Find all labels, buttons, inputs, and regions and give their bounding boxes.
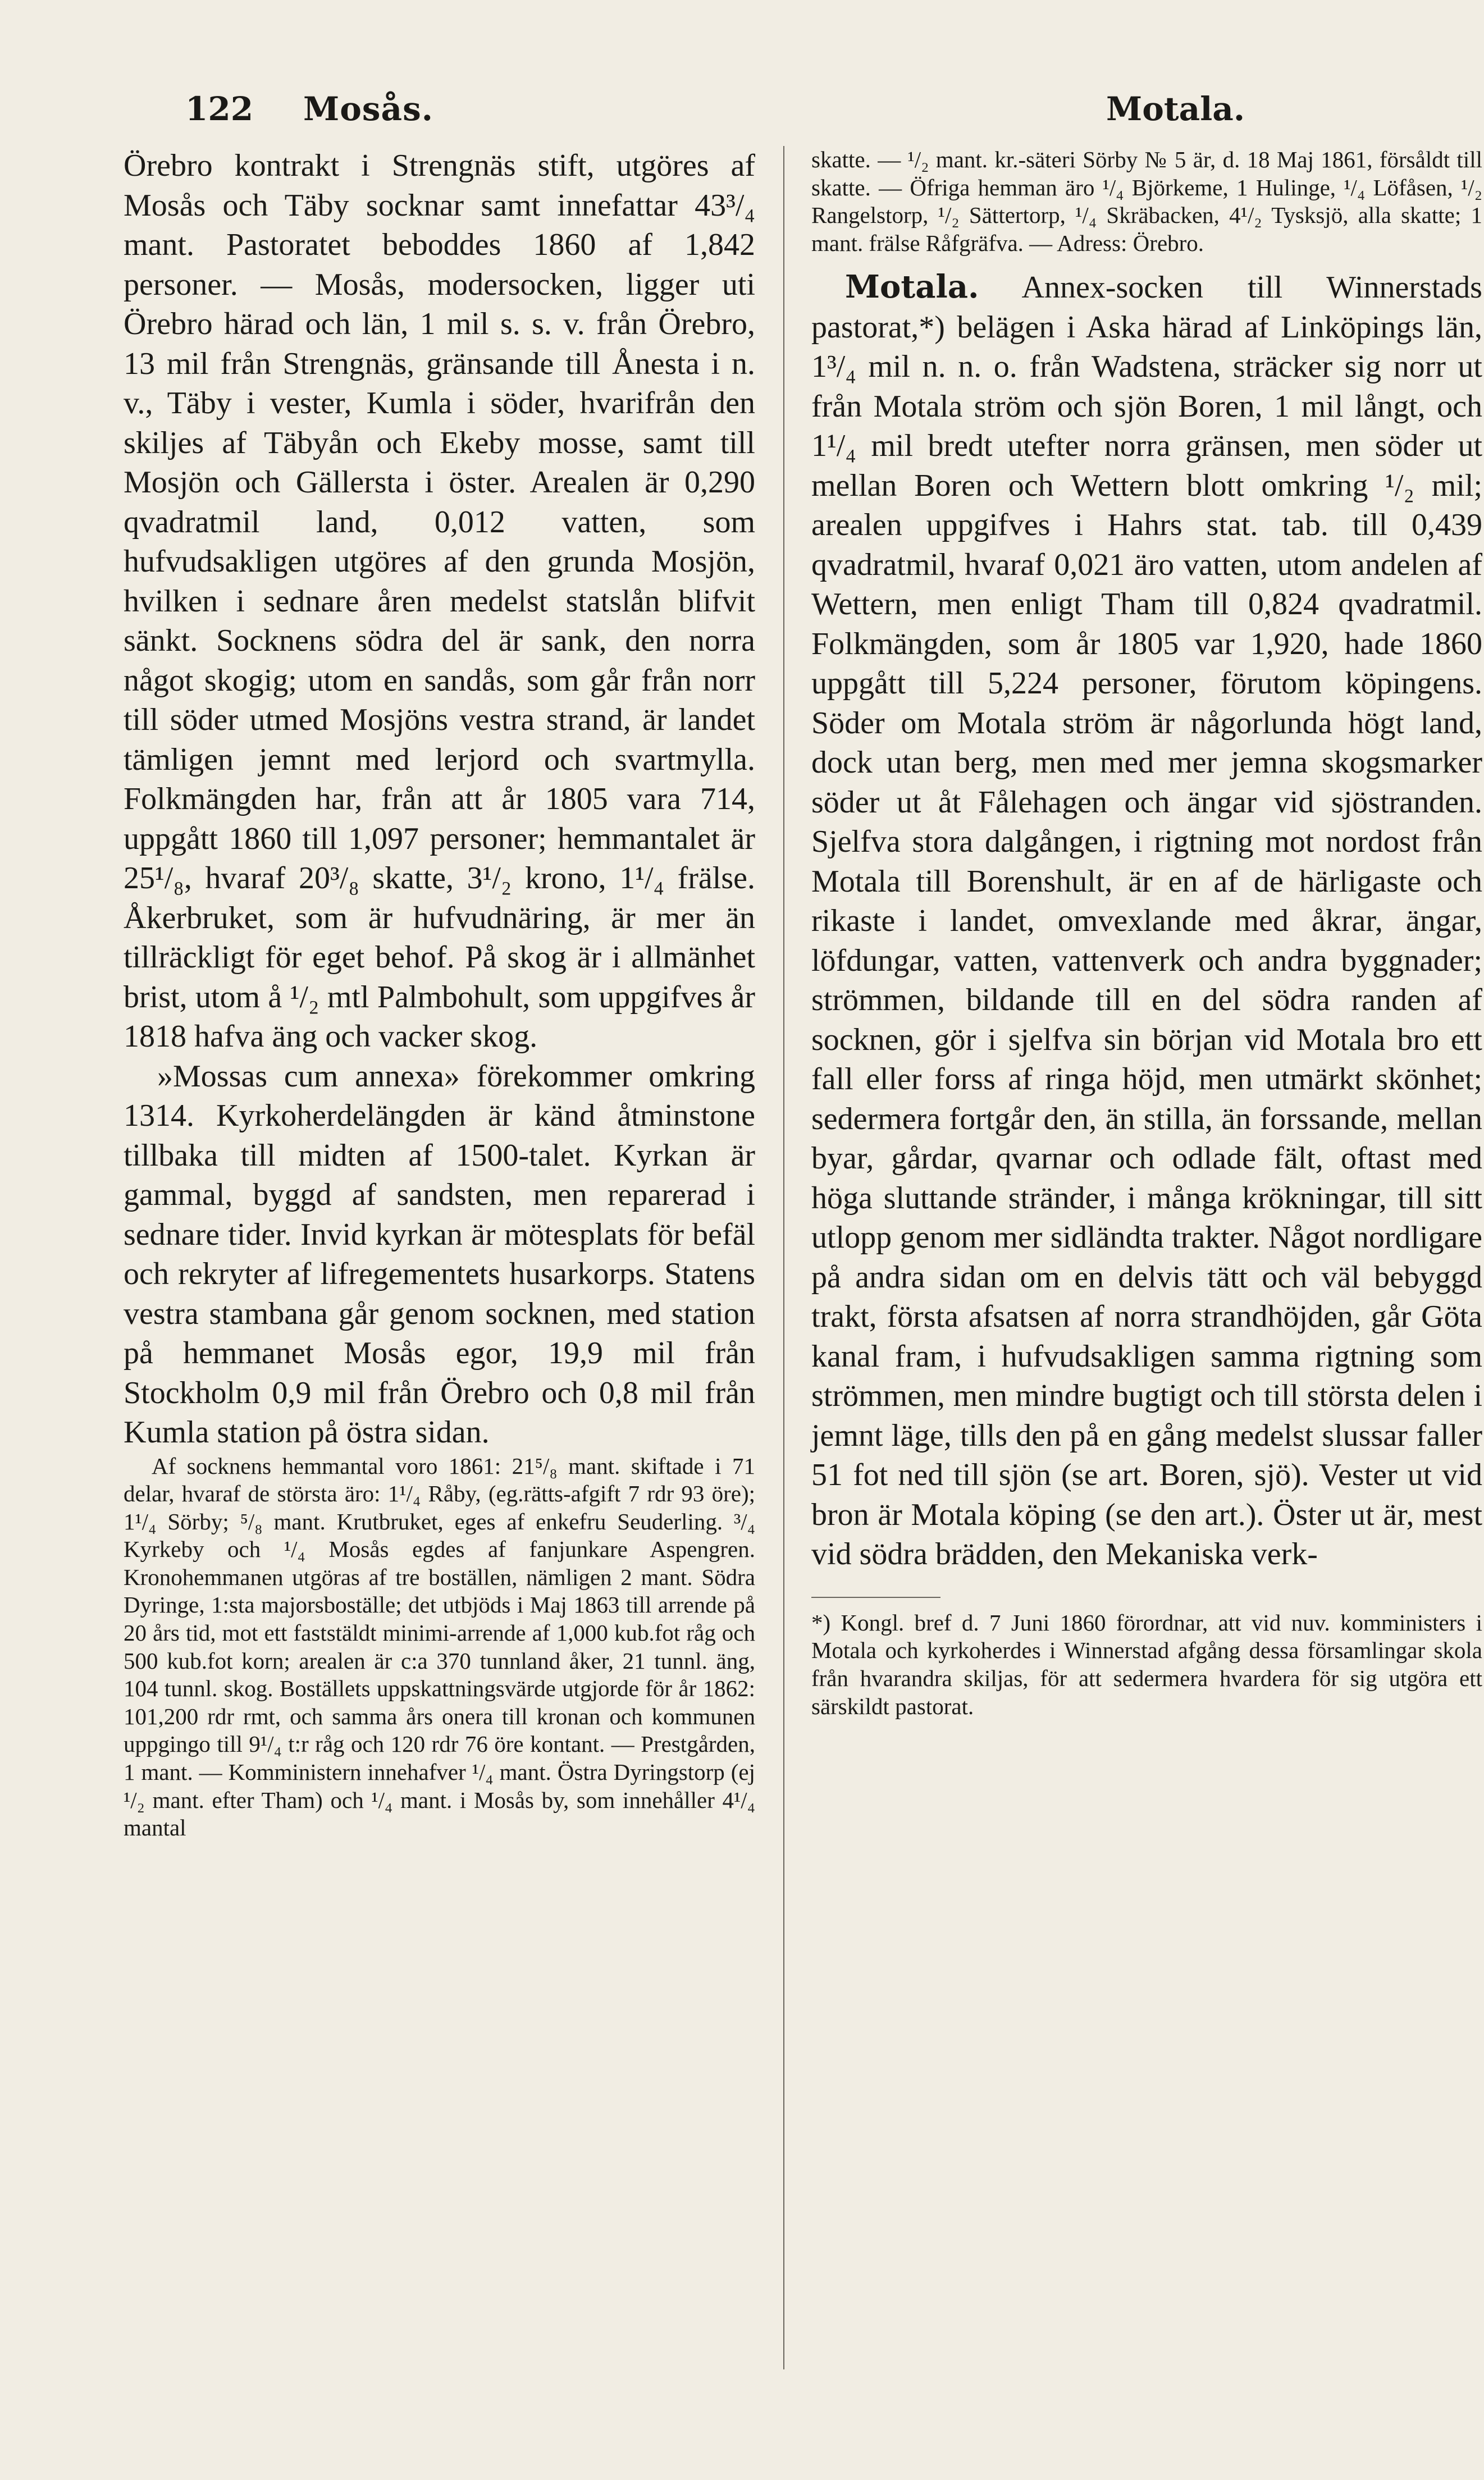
mosas-paragraph-2: »Mossas cum annexa» förekommer omkring 1314. Kyrkoherdelängden är känd åtminstone tillbaka till midten af 1500-talet. Kyrkan är gammal, byggd af sandsten, men reparerad i sednare tider. Invid kyrkan är mötesplats för befäl och rekryter af lifregementets husarkorps. Statens vestra stambana går genom socknen, med station på hemmanet Mosås egor, 19,9 mil från Stockholm 0,9 mil från Örebro och 0,8 mil från Kumla station på östra sidan.	[124, 1058, 755, 1450]
column-divider	[783, 146, 784, 2369]
page-header	[129, 79, 1252, 129]
left-column	[124, 146, 755, 1842]
mosas-details-paragraph: Af socknens hemmantal voro 1861: 21⁵/₈ mant. skiftade i 71 delar, hvaraf de största äro: 1¹/₄ Råby, (eg.rätts-afgift 7 rdr 93 öre); 1¹/₄ Sörby; ⁵/₈ mant. Krutbruket, eges af enkefru Seuderling. ³/₄ Kyrkeby och ¹/₄ Mosås egdes af fanjunkare Aspengren. Kronohemmanen utgöras af tre boställen, nämligen 2 mant. Södra Dyringe, 1:sta majorsboställe; det utbjöds i Maj 1863 till arrende på 20 års tid, mot ett faststäldt minimi-arrende af 1,000 kub.fot råg och 500 kub.fot korn; arealen är c:a 370 tunnland åker, 21 tunnl. äng, 104 tunnl. skog. Boställets uppskattningsvärde utgjorde för år 1862: 101,200 rdr rmt, och samma års onera till kronan och kommunen uppgingo till 9¹/₄ t:r råg och 120 rdr 76 öre kontant. — Prestgården, 1 mant. — Komministern innehafver ¹/₄ mant. Östra Dyringstorp (ej ¹/₂ mant. efter Tham) och ¹/₄ mant. i Mosås by, som innehåller 4¹/₄ mantal	[124, 1453, 755, 1841]
mosas-paragraph-1: Örebro kontrakt i Strengnäs stift, utgöres af Mosås och Täby socknar samt innefattar 43³/₄ mant. Pastoratet beboddes 1860 af 1,842 personer. — Mosås, modersocken, ligger uti Örebro härad och län, 1 mil s. s. v. från Örebro, 13 mil från Strengnäs, gränsande till Ånesta i n. v., Täby i vester, Kumla i söder, hvarifrån den skiljes af Täbyån och Ekeby mosse, samt till Mosjön och Gällersta i öster. Arealen är 0,290 qvadratmil land, 0,012 vatten, som hufvudsakligen utgöres af den grunda Mosjön, hvilken i sednare åren medelst statslån blifvit sänkt. Socknens södra del är sank, den norra något skogig; utom en sandås, som går från norr till söder utmed Mosjöns vestra strand, är landet tämligen jemnt med lerjord och svartmylla. Folkmängden har, från att år 1805 vara 714, uppgått 1860 till 1,097 personer; hemmantalet är 25¹/₈, hvaraf 20³/₈ skatte, 3¹/₂ krono, 1¹/₄ frälse. Åkerbruket, som är hufvudnäring, är mer än tillräckligt för eget behof. På skog är i allmänhet brist, utom å ¹/₂ mtl Palmbohult, som uppgifves år 1818 hafva äng och vacker skog.	[124, 148, 755, 1054]
page-number: 122	[185, 90, 254, 128]
right-column	[811, 146, 1482, 1720]
motala-headword: Motala.	[845, 268, 979, 306]
motala-entry-text: Annex-socken till Winnerstads pastorat,*) belägen i Aska härad af Linköpings län, 1³/₄ mil n. n. o. från Wadstena, sträcker sig norr ut från Motala ström och sjön Boren, 1 mil långt, och 1¹/₄ mil bredt utefter norra gränsen, men söder ut mellan Boren och Wettern blott omkring ¹/₂ mil; arealen uppgifves i Hahrs stat. tab. till 0,439 qvadratmil, hvaraf 0,021 äro vatten, utom andelen af Wettern, men enligt Tham till 0,824 qvadratmil. Folkmängden, som år 1805 var 1,920, hade 1860 uppgått till 5,224 personer, förutom köpingens. Söder om Motala ström är någorlunda högt land, dock utan berg, men med mer jemna skogsmarker söder ut åt Fålehagen och ängar vid sjöstranden. Sjelfva stora dalgången, i rigtning mot nordost från Motala till Borenshult, är en af de härligaste och rikaste i landet, omvexlande med åkrar, ängar, löfdungar, vatten, vattenverk och andra byggnader; strömmen, bildande till en del södra randen af socknen, gör i sjelfva sin början vid Motala bro ett fall eller forss af ringa höjd, men utmärkt skönhet; sedermera fortgår den, än stilla, än forssande, mellan byar, gårdar, qvarnar och odlade fält, oftast med höga sluttande stränder, i många krökningar, till sitt utlopp genom mer sidländta trakter. Något nordligare på andra sidan om en delvis tätt och väl bebyggd trakt, första afsatsen af norra strandhöjden, går Göta kanal fram, i hufvudsakligen samma rigtning som strömmen, men mindre bugtigt och till största delen i jemnt läge, tills den på en gång medelst slussar faller 51 fot ned till sjön (se art. Boren, sjö). Vester ut vid bron är Motala köping (se den art.). Öster ut är, mest vid södra brädden, den Mekaniska verk-	[811, 270, 1482, 1572]
footnote: *) Kongl. bref d. 7 Juni 1860 förordnar, att vid nuv. komministers i Motala och kyrkoherdes i Winnerstad afgång dessa församlingar skola från hvarandra skiljas, för att sedermera hvardera för sig utgöra ett särskildt pastorat.	[811, 1609, 1482, 1719]
left-running-head: Mosås.	[303, 90, 433, 128]
mosas-details-continued: skatte. — ¹/₂ mant. kr.-säteri Sörby № 5 är, d. 18 Maj 1861, försåldt till skatte. — Öfriga hemman äro ¹/₄ Björkeme, 1 Hulinge, ¹/₄ Löfåsen, ¹/₂ Rangelstorp, ¹/₂ Sättertorp, ¹/₄ Skräbacken, 4¹/₂ Tysksjö, alla skatte; 1 mant. frälse Råfgräfva. — Adress: Örebro.	[811, 147, 1482, 256]
footnote-divider	[811, 1597, 940, 1598]
motala-entry	[811, 267, 1482, 1574]
right-running-head: Motala.	[1106, 90, 1245, 128]
